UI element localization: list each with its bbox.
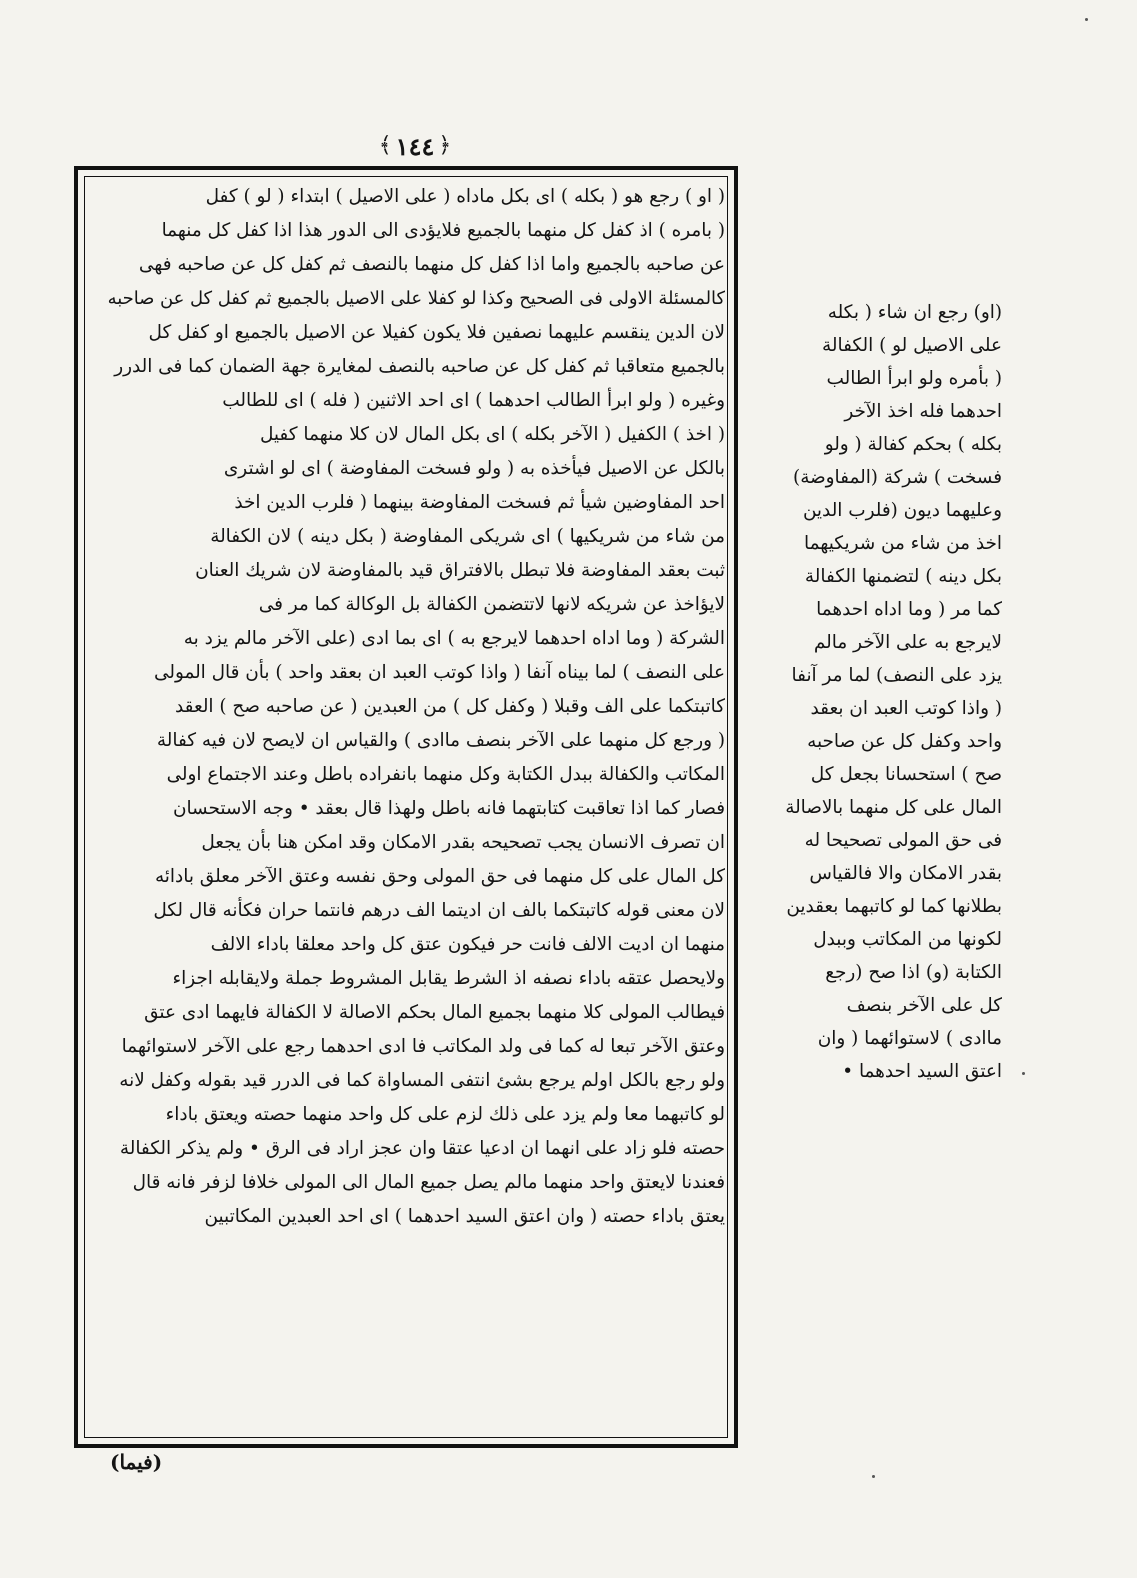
main-text-line: وعتق الآخر تبعا له كما فى ولد المكاتب فا ادى احدهما رجع على الآخر لاستوائهما (121, 1036, 725, 1057)
main-commentary-text (95, 180, 725, 1442)
margin-text-line: واحد وكفل كل عن صاحبه (807, 731, 1002, 752)
main-text-line: ( او ) رجع هو ( بكله ) اى بكل ماداه ( على الاصيل ) ابتداء ( لو ) كفل (205, 186, 725, 207)
margin-text-line: ( بأمره ولو ابرأ الطالب (826, 368, 1002, 389)
margin-text-line: يزد على النصف) لما مر آنفا (791, 665, 1002, 686)
main-text-line: يعتق باداء حصته ( وان اعتق السيد احدهما ) اى احد العبدين المكاتبين (204, 1206, 725, 1227)
margin-text-line: لكونها من المكاتب وببدل (813, 929, 1002, 950)
main-text-line: بالجميع متعاقبا ثم كفل كل عن صاحبه بالنصف لمغايرة جهة الضمان كما فى الدرر (114, 356, 725, 377)
page-number: ١٤٤ (395, 131, 435, 161)
main-text-line: ولو رجع بالكل اولم يرجع بشئ انتفى المساواة كما فى الدرر قيد بقوله وكفل لانه (119, 1070, 725, 1091)
margin-text-line: بقدر الامكان والا فالقياس (809, 863, 1002, 884)
main-text-line: عن صاحبه بالجميع واما اذا كفل كل منهما بالنصف ثم كفل كل عن صاحبه فهى (138, 254, 725, 275)
margin-text-line: وعليهما ديون (فلرب الدين (802, 500, 1002, 521)
main-text-line: حصته فلو زاد على انهما ان ادعيا عتقا وان عجز اراد فى الرق • ولم يذكر الكفالة (119, 1138, 725, 1159)
main-text-line: على النصف ) لما بيناه آنفا ( واذا كوتب العبد ان بعقد واحد ) بأن قال المولى (154, 662, 725, 683)
paper-speck (1022, 1072, 1025, 1075)
margin-text-line: احدهما فله اخذ الآخر (844, 401, 1002, 422)
margin-text-line: ماادى ) لاستوائهما ( وان (817, 1028, 1002, 1049)
margin-text-line: بكل دينه ) لتضمنها الكفالة (804, 566, 1002, 587)
main-text-line: من شاء من شريكيها ) اى شريكى المفاوضة ( بكل دينه ) لان الكفالة (210, 526, 725, 547)
paper-speck (872, 1475, 875, 1478)
margin-text-line: بكله ) بحكم كفالة ( ولو (824, 434, 1002, 455)
main-text-line: لايؤاخذ عن شريكه لانها لاتتضمن الكفالة بل الوكالة كما مر فى (258, 594, 725, 615)
margin-text-line: المال على كل منهما بالاصالة (785, 797, 1002, 818)
main-text-line: ( بامره ) اذ كفل كل منهما بالجميع فلايؤدى الى الدور هذا اذا كفل كل منهما (161, 220, 725, 241)
main-text-line: فعندنا لايعتق واحد منهما مالم يصل جميع المال الى المولى خلافا لزفر فانه قال (132, 1172, 725, 1193)
main-text-line: ثبت بعقد المفاوضة فلا تبطل بالافتراق قيد بالمفاوضة لان شريك العنان (195, 560, 725, 581)
main-text-line: المكاتب والكفالة ببدل الكتابة وكل منهما بانفراده باطل وعند الاجتماع اولى (166, 764, 725, 785)
margin-text-line: ( واذا كوتب العبد ان بعقد (810, 698, 1002, 719)
margin-text-line: كل على الآخر بنصف (846, 995, 1002, 1016)
margin-text-line: على الاصيل لو ) الكفالة (822, 335, 1002, 356)
main-text-line: كل المال على كل منهما فى حق المولى وحق نفسه وعتق الآخر معلق بادائه (154, 866, 725, 887)
main-text-line: فيطالب المولى كلا منهما بجميع المال بحكم الاصالة لا الكفالة فايهما ادى عتق (144, 1002, 725, 1023)
margin-text-line: (او) رجع ان شاء ( بكله (827, 302, 1002, 323)
main-text-line: ولايحصل عتقه باداء نصفه اذ الشرط يقابل المشروط جملة ولايقابله اجزاء (172, 968, 725, 989)
ornament-right: ﴿ (438, 133, 452, 158)
main-text-line: ( اخذ ) الكفيل ( الآخر بكله ) اى بكل المال لان كلا منهما كفيل (259, 424, 725, 445)
main-text-line: فصار كما اذا تعاقبت كتابتهما فانه باطل ولهذا قال بعقد • وجه الاستحسان (172, 798, 725, 819)
main-text-line: الشركة ( وما اداه احدهما لايرجع به ) اى بما ادى (على الآخر مالم يزد به (183, 628, 725, 649)
main-text-line: ( ورجع كل منهما على الآخر بنصف ماادى ) والقياس ان لايصح لان فيه كفالة (156, 730, 725, 751)
main-text-line: بالكل عن الاصيل فيأخذه به ( ولو فسخت المفاوضة ) اى لو اشترى (223, 458, 725, 479)
ornament-left: ﴾ (378, 133, 392, 158)
catchword: (فيما) (110, 1450, 163, 1474)
paper-speck (1085, 18, 1088, 21)
margin-text-line: بطلانها كما لو كاتبهما بعقدين (786, 896, 1002, 917)
margin-text-line: فى حق المولى تصحيحا له (804, 830, 1002, 851)
main-text-line: لان معنى قوله كاتبتكما بالف ان اديتما الف درهم فانتما حران فكأنه قال لكل (153, 900, 725, 921)
main-text-line: احد المفاوضين شيأ ثم فسخت المفاوضة بينهما ( فلرب الدين اخذ (234, 492, 725, 513)
main-text-line: كالمسئلة الاولى فى الصحيح وكذا لو كفلا على الاصيل بالجميع ثم كفل كل عن صاحبه (107, 288, 725, 309)
main-text-line: وغيره ( ولو ابرأ الطالب احدهما ) اى احد الاثنين ( فله ) اى للطالب (222, 390, 725, 411)
main-text-line: ان تصرف الانسان يجب تصحيحه بقدر الامكان وقد امكن هنا بأن يجعل (201, 832, 725, 853)
margin-text-line: الكتابة (و) اذا صح (رجع (825, 962, 1002, 983)
main-text-line: كاتبتكما على الف وقبلا ( وكفل كل ) من العبدين ( عن صاحبه صح ) العقد (175, 696, 725, 717)
margin-text-line: اخذ من شاء من شريكيهما (804, 533, 1002, 554)
main-text-line: لان الدين ينقسم عليهما نصفين فلا يكون كفيلا عن الاصيل بالجميع او كفل كل (148, 322, 725, 343)
page-header (330, 128, 500, 164)
main-text-line: لو كاتبهما معا ولم يزد على ذلك لزم على كل واحد منهما حصته ويعتق باداء (165, 1104, 725, 1125)
margin-text-line: صح ) استحسانا بجعل كل (810, 764, 1002, 785)
margin-text-line: لايرجع به على الآخر مالم (813, 632, 1002, 653)
margin-text-line: كما مر ( وما اداه احدهما (816, 599, 1002, 620)
margin-text-line: اعتق السيد احدهما • (842, 1061, 1002, 1082)
main-text-line: منهما ان اديت الالف فانت حر فيكون عتق كل واحد معلقا باداء الالف (210, 934, 725, 955)
margin-text (752, 296, 1002, 1296)
margin-text-line: فسخت ) شركة (المفاوضة) (793, 467, 1002, 488)
